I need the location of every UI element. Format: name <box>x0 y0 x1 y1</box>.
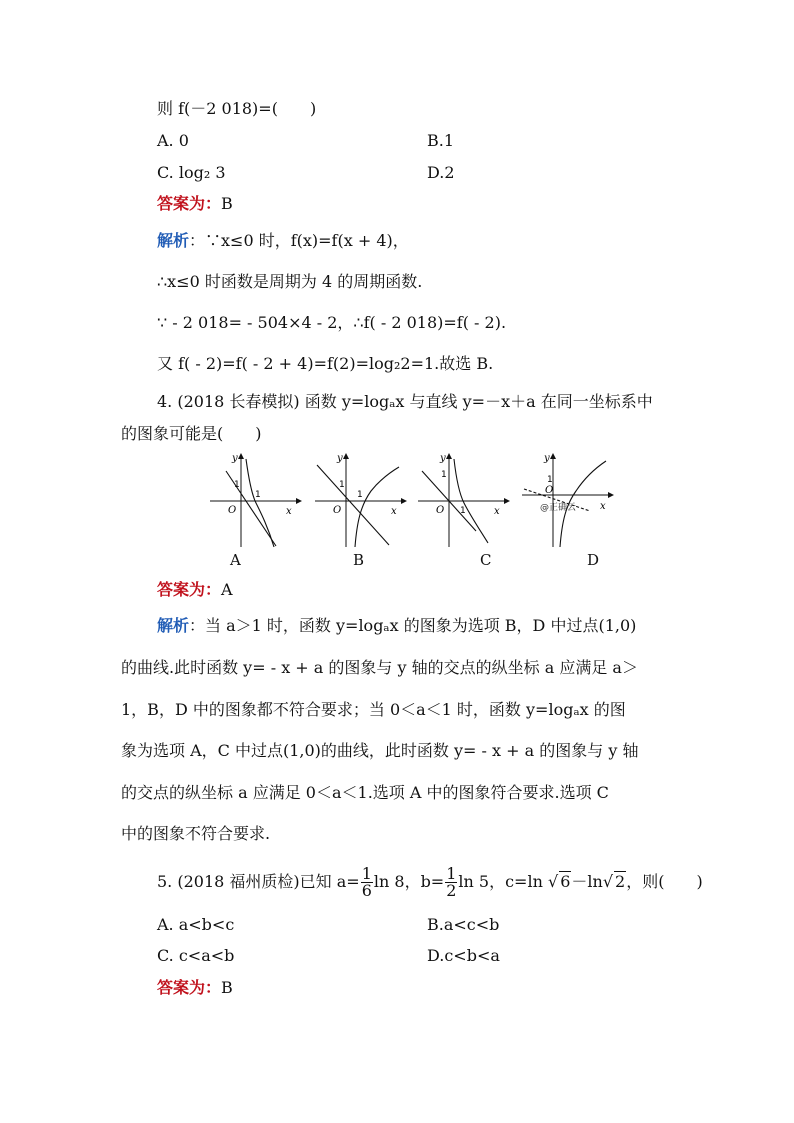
q5-option-d[interactable]: D.c<b<a <box>427 946 500 965</box>
graph-b <box>313 451 408 549</box>
axis-x-label: x <box>286 506 292 517</box>
q3-analysis-line-3: ∵ - 2 018= - 504×4 - 2，∴f( - 2 018)=f( - 2). <box>157 313 507 332</box>
axis-y-label: y <box>544 453 550 464</box>
q4-analysis-line-4: 象为选项 A，C 中过点(1,0)的曲线，此时函数 y= - x + a 的图象与 y 轴 <box>121 741 639 760</box>
analysis-label: 解析 <box>157 616 190 635</box>
graph-a <box>208 451 303 549</box>
q4-analysis-line-1: 解析：当 a＞1 时，函数 y=logₐx 的图象为选项 B，D 中过点(1,0) <box>157 616 637 635</box>
q4-analysis-line-5: 的交点的纵坐标 a 应满足 0＜a＜1.选项 A 中的图象符合要求.选项 C <box>121 783 609 802</box>
watermark-text: @正确云 <box>540 503 577 513</box>
q4-analysis-line-6: 中的图象不符合要求. <box>121 824 271 843</box>
fraction-2: $\frac{1}{2}$ <box>446 864 457 900</box>
q4-answer <box>157 580 233 600</box>
origin-label: O <box>545 485 554 496</box>
q5-option-c[interactable]: C. c<a<b <box>157 946 235 965</box>
tick-y-label: 1 <box>339 480 345 490</box>
answer-label: 答案为： <box>157 194 222 213</box>
q5-option-b[interactable]: B.a<c<b <box>427 915 500 934</box>
answer-value: A <box>221 580 233 599</box>
answer-value: B <box>221 978 233 997</box>
q3-stem <box>157 99 316 119</box>
q5-option-a[interactable]: A. a<b<c <box>157 915 235 934</box>
q4-analysis-line-3: 1，B，D 中的图象都不符合要求；当 0＜a＜1 时，函数 y=logₐx 的图 <box>121 700 626 719</box>
answer-label: 答案为： <box>157 978 222 997</box>
q3-stem-text: 则 f(－2 018)=( ) <box>157 99 317 118</box>
q3-option-c[interactable]: C. log₂ 3 <box>157 163 226 182</box>
q3-analysis-line-1: 解析：∵x≤0 时，f(x)=f(x + 4)， <box>157 231 409 250</box>
q5-answer <box>157 978 233 998</box>
answer-label: 答案为： <box>157 580 222 599</box>
axis-x-label: x <box>600 501 606 512</box>
sqrt-6: 6 <box>560 872 571 891</box>
origin-label: O <box>333 505 342 516</box>
tick-x-label: 1 <box>255 490 261 500</box>
axis-x-label: x <box>494 506 500 517</box>
graph-b-label[interactable]: B <box>353 551 365 569</box>
answer-value: B <box>221 194 233 213</box>
tick-y-label: 1 <box>441 470 447 480</box>
tick-y-label: 1 <box>547 475 553 485</box>
graph-c-label[interactable]: C <box>480 551 492 569</box>
origin-label: O <box>228 505 237 516</box>
analysis-label: 解析 <box>157 231 190 250</box>
sqrt-2: 2 <box>615 872 626 891</box>
graph-c <box>416 451 511 549</box>
q4-stem-line-1: 4. (2018 长春模拟) 函数 y=logₐx 与直线 y=－x＋a 在同一坐标系中 <box>157 392 653 411</box>
axis-y-label: y <box>232 453 238 464</box>
tick-y-label: 1 <box>234 480 240 490</box>
q3-option-a[interactable]: A. 0 <box>157 131 189 150</box>
q3-option-d[interactable]: D.2 <box>427 163 455 182</box>
graph-d-label[interactable]: D <box>587 551 600 569</box>
axis-y-label: y <box>440 453 446 464</box>
q3-analysis-line-4: 又 f( - 2)=f( - 2 + 4)=f(2)=log₂2=1.故选 B. <box>157 354 494 373</box>
q4-stem-line-2: 的图象可能是( ) <box>121 424 262 443</box>
tick-x-label: 1 <box>357 490 363 500</box>
graph-a-label[interactable]: A <box>230 551 241 569</box>
origin-label: O <box>436 505 445 516</box>
axis-x-label: x <box>391 506 397 517</box>
tick-x-label: 1 <box>460 506 466 516</box>
axis-y-label: y <box>337 453 343 464</box>
fraction-1: $\frac{1}{6}$ <box>361 864 372 900</box>
q5-stem: 5. (2018 福州质检)已知 a= $\frac{1}{6}$ ln 8，b= $\frac{1}{2}$ ln 5，c=ln √ 6－ln√ 2，则( ) <box>157 864 703 900</box>
q3-analysis-line-2: ∴x≤0 时函数是周期为 4 的周期函数. <box>157 272 423 291</box>
graph-d <box>520 451 615 549</box>
q3-answer <box>157 194 233 214</box>
q3-option-b[interactable]: B.1 <box>427 131 455 150</box>
q4-analysis-line-2: 的曲线.此时函数 y= - x + a 的图象与 y 轴的交点的纵坐标 a 应满足 a＞ <box>121 658 638 677</box>
